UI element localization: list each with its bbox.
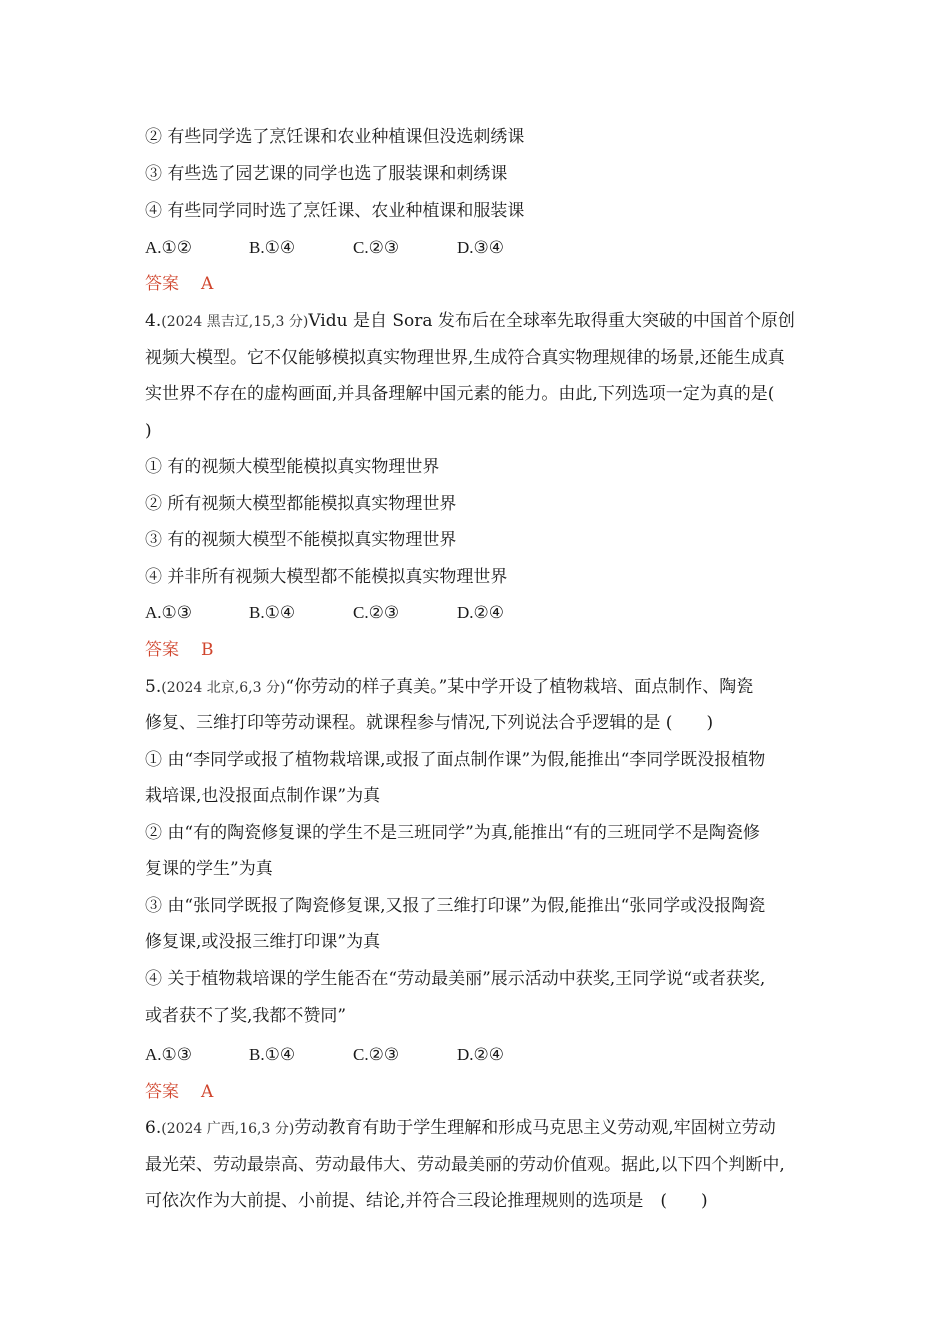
question-number: 6.: [145, 1118, 162, 1138]
stem-text: “你劳动的样子真美。”某中学开设了植物栽培、面点制作、陶瓷: [285, 677, 754, 697]
choice-d: D.②④: [457, 1045, 505, 1064]
choice-c: C.②③: [353, 1045, 400, 1064]
choice-b: B.①④: [249, 238, 296, 257]
question-number: 5.: [145, 677, 162, 697]
question-source: (2024 北京,6,3 分): [161, 680, 286, 696]
choice-a: A.①②: [145, 238, 193, 257]
q4-answer: [145, 639, 214, 661]
q5-stem-line-2: 修复、三维打印等劳动课程。就课程参与情况,下列说法合乎逻辑的是 ( ): [145, 713, 714, 733]
q3-answer: [145, 273, 213, 295]
answer-value: B: [201, 640, 214, 660]
q5-option-4-line-1: ④ 关于植物栽培课的学生能否在“劳动最美丽”展示活动中获奖,王同学说“或者获奖,: [145, 969, 766, 989]
choice-d: D.③④: [457, 238, 505, 257]
choice-a: A.①③: [145, 603, 193, 622]
q5-option-1-line-1: ① 由“李同学或报了植物栽培课,或报了面点制作课”为假,能推出“李同学既没报植物: [145, 750, 766, 770]
q4-stem-line-1: [145, 310, 810, 333]
answer-label: 答案: [145, 640, 179, 660]
answer-label: 答案: [145, 274, 179, 294]
q5-option-4-line-2: 或者获不了奖,我都不赞同”: [145, 1006, 347, 1026]
q4-stem-line-4: ): [145, 421, 152, 441]
q4-option-4: ④ 并非所有视频大模型都不能模拟真实物理世界: [145, 567, 508, 587]
q5-option-2-line-2: 复课的学生”为真: [145, 859, 273, 879]
choice-c: C.②③: [353, 238, 400, 257]
stem-text: 劳动教育有助于学生理解和形成马克思主义劳动观,牢固树立劳动: [294, 1118, 776, 1138]
q3-option-2: ② 有些同学选了烹饪课和农业种植课但没选刺绣课: [145, 127, 525, 147]
choice-c: C.②③: [353, 603, 400, 622]
stem-text: Vidu 是自 Sora 发布后在全球率先取得重大突破的中国首个原创: [308, 311, 795, 331]
q6-stem-line-1: [145, 1117, 810, 1140]
q4-option-1: ① 有的视频大模型能模拟真实物理世界: [145, 457, 440, 477]
choice-b: B.①④: [249, 603, 296, 622]
question-source: (2024 黑吉辽,15,3 分): [161, 314, 309, 330]
q4-option-3: ③ 有的视频大模型不能模拟真实物理世界: [145, 530, 457, 550]
choice-b: B.①④: [249, 1045, 296, 1064]
q5-answer: [145, 1081, 213, 1103]
q3-option-3: ③ 有些选了园艺课的同学也选了服装课和刺绣课: [145, 164, 508, 184]
q4-option-2: ② 所有视频大模型都能模拟真实物理世界: [145, 494, 457, 514]
q4-stem-line-3: 实世界不存在的虚构画面,并具备理解中国元素的能力。由此,下列选项一定为真的是(: [145, 384, 775, 404]
q3-option-4: ④ 有些同学同时选了烹饪课、农业种植课和服装课: [145, 201, 525, 221]
answer-value: A: [201, 1082, 214, 1102]
choice-d: D.②④: [457, 603, 505, 622]
q5-option-3-line-2: 修复课,或没报三维打印课”为真: [145, 932, 381, 952]
q5-option-3-line-1: ③ 由“张同学既报了陶瓷修复课,又报了三维打印课”为假,能推出“张同学或没报陶瓷: [145, 896, 766, 916]
q6-stem-line-3: 可依次作为大前提、小前提、结论,并符合三段论推理规则的选项是 ( ): [145, 1191, 708, 1211]
question-source: (2024 广西,16,3 分): [161, 1121, 295, 1137]
answer-label: 答案: [145, 1082, 179, 1102]
q6-stem-line-2: 最光荣、劳动最崇高、劳动最伟大、劳动最美丽的劳动价值观。据此,以下四个判断中,: [145, 1155, 785, 1175]
q5-option-1-line-2: 栽培课,也没报面点制作课”为真: [145, 786, 381, 806]
question-number: 4.: [145, 311, 162, 331]
answer-value: A: [201, 274, 214, 294]
q4-stem-line-2: 视频大模型。它不仅能够模拟真实物理世界,生成符合真实物理规律的场景,还能生成真: [145, 348, 785, 368]
choice-a: A.①③: [145, 1045, 193, 1064]
q5-stem-line-1: [145, 676, 810, 699]
q5-option-2-line-1: ② 由“有的陶瓷修复课的学生不是三班同学”为真,能推出“有的三班同学不是陶瓷修: [145, 823, 760, 843]
